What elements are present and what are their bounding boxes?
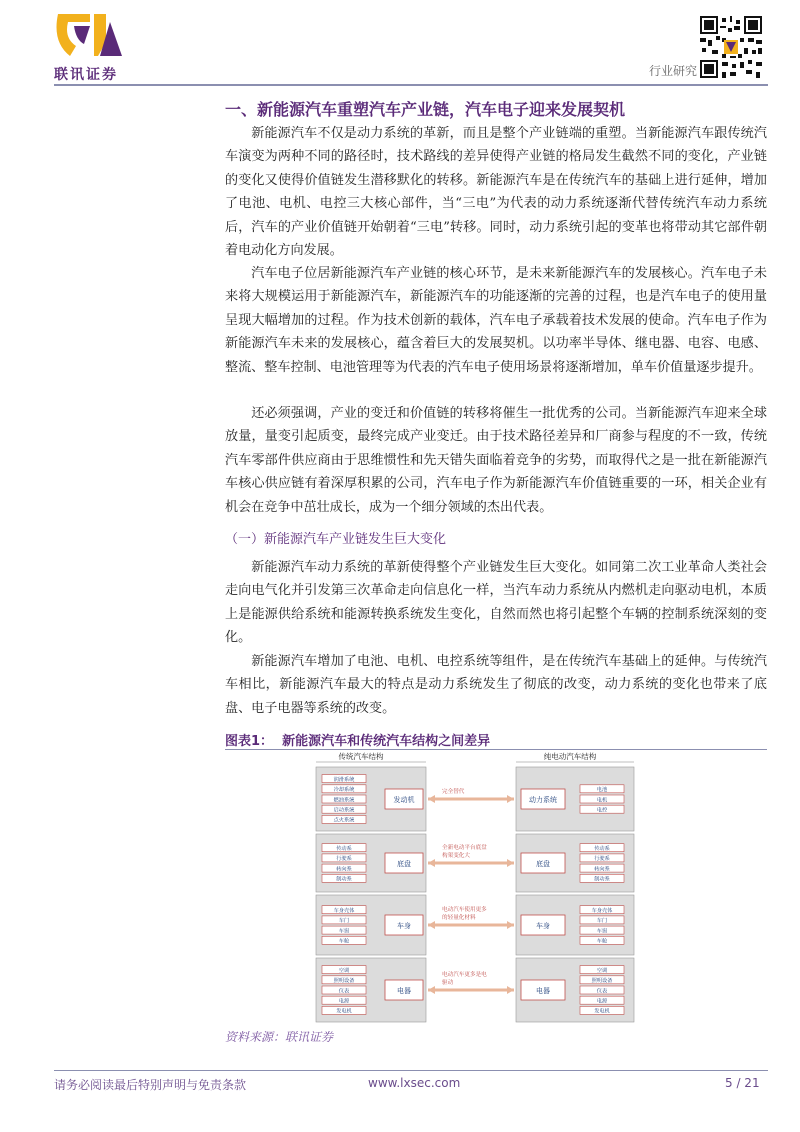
change-note-label: 的轻量化材料 [442,915,476,921]
component-label: 转向系 [336,866,352,873]
component-label: 车身壳体 [333,908,355,914]
arrow-head-right-icon [507,859,514,867]
right-column-header: 纯电动汽车结构 [543,752,597,761]
page-number: 5 / 21 [725,1076,760,1090]
arrow-head-left-icon [428,921,435,929]
right-system-label: 底盘 [536,860,550,868]
component-label: 车门 [596,918,608,925]
component-label: 车门 [338,918,350,925]
left-system-label: 车身 [397,922,411,930]
arrow-head-left-icon [428,795,435,803]
component-label: 照明设备 [333,978,355,985]
component-label: 电机 [596,797,608,804]
section-title: 一、新能源汽车重塑汽车产业链，汽车电子迎来发展契机 [225,100,626,119]
component-label: 仪表 [338,988,350,995]
component-label: 车舱 [338,938,350,945]
figure-title-rule [225,749,767,750]
component-label: 燃油系统 [333,797,355,804]
report-type-label: 行业研究 [649,64,698,78]
right-system-label: 电器 [536,987,550,995]
component-label: 发电机 [336,1008,352,1015]
body-paragraph: 新能源汽车不仅是动力系统的革新，而且是整个产业链端的重塑。当新能源汽车跟传统汽车演变为两种不同的路径时，技术路线的差异使得产业链的格局发生截然不同的变化，产业链的变化又使得价值链发生潜移默化的转移。新能源汽车是在传统汽车的基础上进行延伸，增加了电池、电机、电控三大核心部件，当“三电”为代表的动力系统逐渐代替传统汽车动力系统后，汽车的产业价值链开始朝着“三电”转移。同时，动力系统引起的变革也将带动其它部件朝着电动化方向发展。 [225,126,767,259]
qr-code-icon [700,16,762,78]
left-system-label: 发动机 [393,796,415,804]
component-label: 车窗 [596,928,608,935]
component-label: 车身壳体 [591,908,613,914]
component-label: 电池 [596,787,608,794]
component-label: 空调 [596,967,608,974]
component-label: 传动系 [336,846,352,852]
company-logo-text: 联讯证券 [54,67,118,83]
change-note-label: 全新电动平台底盘 [442,845,487,851]
component-label: 传动系 [594,846,610,852]
component-label: 冷却系统 [333,787,355,794]
left-column-header: 传统汽车结构 [338,752,384,761]
component-label: 车舱 [596,938,608,945]
change-note-label: 电动汽车更多是电 [442,972,487,978]
body-paragraph: 还必须强调，产业的变迁和价值链的转移将催生一批优秀的公司。当新能源汽车迎来全球放量，量变引起质变，最终完成产业变迁。由于技术路径差异和厂商参与程度的不一致，传统汽车零部件供应商由于思维惯性和先天错失面临着竞争的劣势，而取得代之是一批在新能源汽车核心供应链有着深厚积累的公司，汽车电子作为新能源汽车价值链重要的一环，相关企业有机会在竞争中茁壮成长，成为一个细分领域的杰出代表。 [225,406,767,515]
component-label: 发电机 [594,1008,610,1015]
body-paragraph: 新能源汽车动力系统的革新使得整个产业链发生巨大变化。如同第二次工业革命人类社会走向电气化并引发第三次革命走向信息化一样，当汽车动力系统从内燃机走向驱动电机，本质上是能源供给系统和能源转换系统发生变化，自然而然也将引起整个车辆的控制系统深刻的变化。 [225,560,767,646]
component-label: 制动系 [336,876,352,883]
arrow-head-left-icon [428,986,435,994]
body-paragraph: 新能源汽车增加了电池、电机、电控系统等组件，是在传统汽车基础上的延伸。与传统汽车相比，新能源汽车最大的特点是动力系统发生了彻底的改变，动力系统的变化也带来了底盘、电子电器等系统的改变。 [225,654,767,716]
structure-comparison-diagram [314,751,648,1023]
figure-source: 资料来源：联讯证券 [225,1030,334,1044]
change-note-label: 驱动 [442,980,454,986]
component-label: 仪表 [596,988,608,995]
right-system-label: 车身 [536,922,550,930]
footer-divider [54,1070,768,1071]
change-note-label: 电动汽车使用更多 [442,907,487,913]
change-note-label: 完全替代 [442,789,465,795]
disclaimer-link[interactable]: 请务必阅读最后特别声明与免责条款 [54,1078,247,1092]
component-label: 空调 [338,967,350,974]
component-label: 点火系统 [333,817,355,824]
company-logo-icon [54,12,124,60]
component-label: 电源 [596,998,608,1005]
left-system-label: 电器 [397,987,411,995]
component-label: 启动系统 [333,807,355,814]
arrow-head-left-icon [428,859,435,867]
figure-title: 图表1： 新能源汽车和传统汽车结构之间差异 [225,734,491,749]
arrow-head-right-icon [507,986,514,994]
component-label: 照明设备 [591,978,613,985]
arrow-head-right-icon [507,795,514,803]
component-label: 制动系 [594,876,610,883]
component-label: 行驶系 [336,856,352,863]
arrow-head-right-icon [507,921,514,929]
left-system-label: 底盘 [397,860,411,868]
website-link[interactable]: www.lxsec.com [368,1076,461,1090]
header-divider [54,84,768,86]
right-system-label: 动力系统 [529,796,557,804]
component-label: 电源 [338,998,350,1005]
component-label: 润滑系统 [333,776,355,783]
subsection-title: （一）新能源汽车产业链发生巨大变化 [225,532,447,547]
change-note-label: 构架变化大 [442,853,470,859]
component-label: 车窗 [338,928,350,935]
component-label: 行驶系 [594,856,610,863]
component-label: 转向系 [594,866,610,873]
body-paragraph: 汽车电子位居新能源汽车产业链的核心环节，是未来新能源汽车的发展核心。汽车电子未来将大规模运用于新能源汽车，新能源汽车的功能逐渐的完善的过程，也是汽车电子的使用量呈现大幅增加的过程。作为技术创新的载体，汽车电子承载着技术发展的使命。汽车电子作为新能源汽车未来的发展核心，蕴含着巨大的发展契机。以功率半导体、继电器、电容、电感、整流、整车控制、电池管理等为代表的汽车电子使用场景将逐渐增加，单车价值量逐步提升。 [225,266,767,375]
component-label: 电控 [596,807,608,814]
